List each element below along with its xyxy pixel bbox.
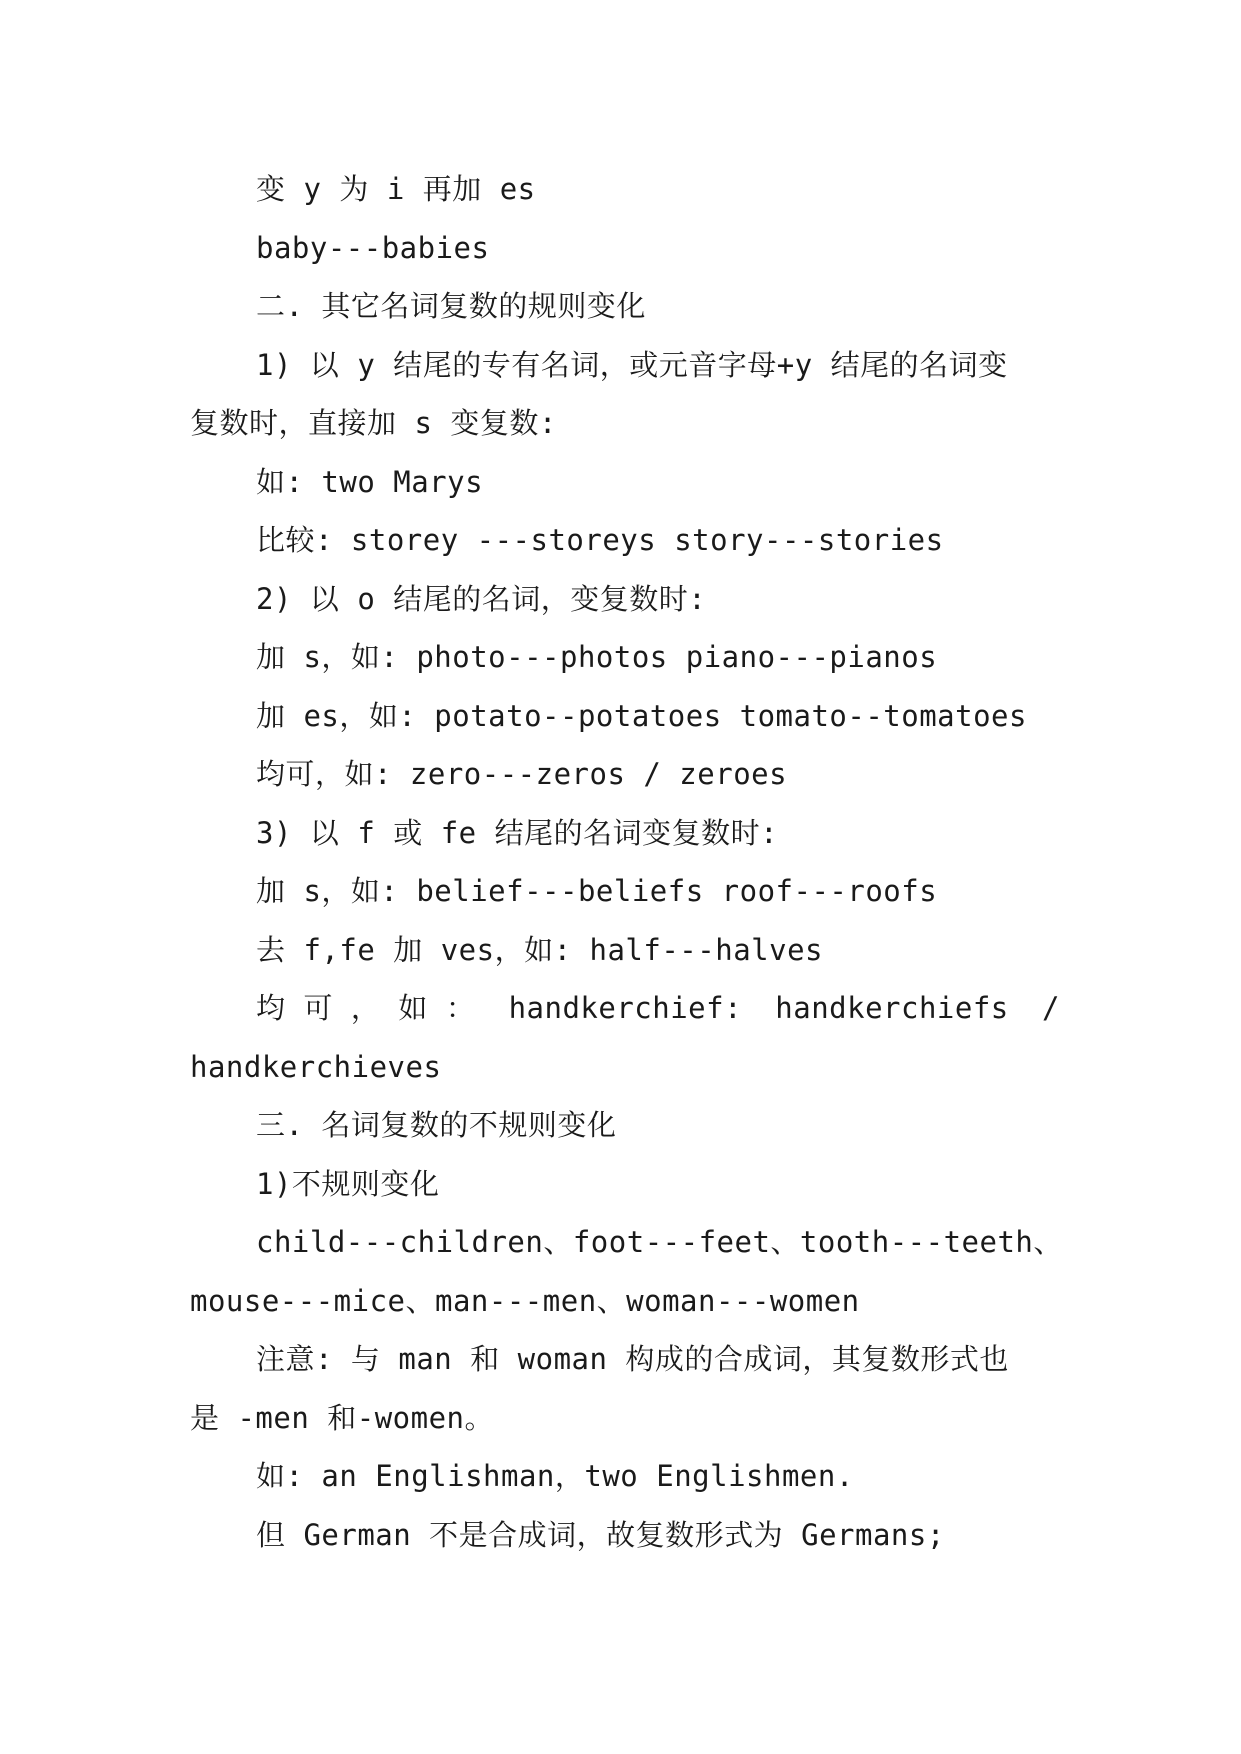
text-line: mouse---mice、man---men、woman---women (190, 1283, 860, 1318)
text-line: child---children、foot---feet、tooth---teeth、 (256, 1225, 1063, 1259)
section-heading: 二. 其它名词复数的规则变化 (256, 289, 646, 323)
document-body (190, 160, 1063, 1564)
text-line: 注意: 与 man 和 woman 构成的合成词，其复数形式也 (256, 1342, 1009, 1376)
text-line: 加 s，如: belief---beliefs roof---roofs (256, 874, 938, 908)
justified-part: handkerchief: (508, 991, 743, 1025)
text-line: handkerchieves (190, 1049, 442, 1084)
justified-text-line (190, 979, 1060, 1038)
text-line: 但 German 不是合成词，故复数形式为 Germans; (256, 1517, 945, 1552)
text-line: 1)不规则变化 (256, 1166, 440, 1201)
text-line: 如: two Marys (256, 464, 484, 499)
text-line: 1) 以 y 结尾的专有名词，或元音字母+y 结尾的名词变 (256, 347, 1008, 382)
text-line: 是 -men 和-women。 (190, 1400, 495, 1435)
text-line: 变 y 为 i 再加 es (256, 172, 536, 206)
text-line: 比较: storey ---storeys story---stories (256, 523, 944, 557)
text-line: 加 es，如: potato--potatoes tomato--tomatoes (256, 698, 1027, 733)
justified-part: 均 可 ， 如 ： (256, 991, 476, 1025)
text-line: 去 f,fe 加 ves，如: half---halves (256, 932, 823, 967)
text-line: baby---babies (256, 230, 490, 265)
text-line: 均可，如: zero---zeros / zeroes (256, 757, 788, 791)
text-line: 复数时，直接加 s 变复数: (190, 406, 557, 440)
text-line: 加 s，如: photo---photos piano---pianos (256, 640, 938, 674)
text-line: 3) 以 f 或 fe 结尾的名词变复数时: (256, 815, 779, 850)
text-line: 如: an Englishman，two Englishmen. (256, 1459, 854, 1493)
section-heading: 三. 名词复数的不规则变化 (256, 1108, 617, 1142)
justified-part: / (1042, 991, 1060, 1025)
justified-part: handkerchiefs (775, 991, 1009, 1025)
text-line: 2) 以 o 结尾的名词，变复数时: (256, 581, 707, 616)
